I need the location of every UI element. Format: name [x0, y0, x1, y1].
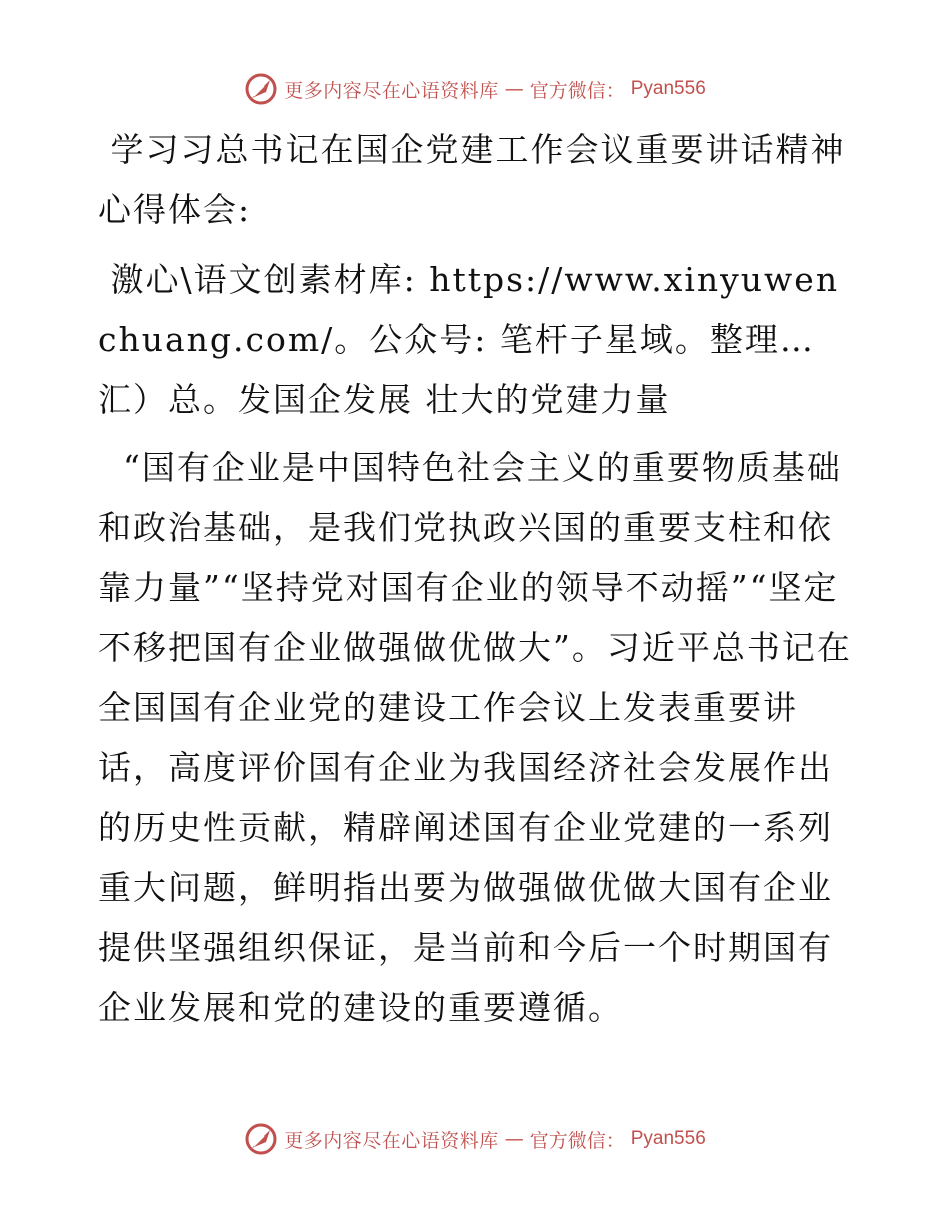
- watermark-wechat-id: Pyan556: [630, 1128, 706, 1149]
- body-paragraph: “国有企业是中国特色社会主义的重要物质基础和政治基础，是我们党执政兴国的重要支柱和依靠力量”“坚持党对国有企业的领导不动摇”“坚定不移把国有企业做强做优做大”。习近平总书记在全国国有企业党的建设工作会议上发表重要讲话，高度评价国有企业为我国经济社会发展作出的历史性贡献，精辟阐述国有企业党建的一系列重大问题，鲜明指出要为做强做优做大国有企业提供坚强组织保证，是当前和今后一个时期国有企业发展和党的建设的重要遵循。: [98, 448, 852, 1027]
- source-line: 激心\语文创素材库: https://www.xinyuwenchuang.com/。公众号: 笔杆子星域。整理…汇）总。发国企发展 壮大的党建力量: [98, 260, 840, 419]
- document-title: 学习习总书记在国企党建工作会议重要讲话精神心得体会:: [98, 130, 846, 229]
- quill-logo-icon: [244, 72, 278, 106]
- watermark-text: 更多内容尽在心语资料库: [284, 1129, 499, 1152]
- watermark-separator: —: [504, 78, 524, 100]
- document-body: [98, 120, 858, 1038]
- footer-watermark: [0, 1122, 950, 1156]
- quill-logo-icon: [244, 1122, 278, 1156]
- watermark-wechat-label: 官方微信：: [529, 79, 625, 102]
- watermark-wechat-id: Pyan556: [630, 78, 706, 99]
- header-watermark: [0, 72, 950, 106]
- watermark-separator: —: [504, 1128, 524, 1150]
- watermark-wechat-label: 官方微信：: [529, 1129, 625, 1152]
- watermark-text: 更多内容尽在心语资料库: [284, 79, 499, 102]
